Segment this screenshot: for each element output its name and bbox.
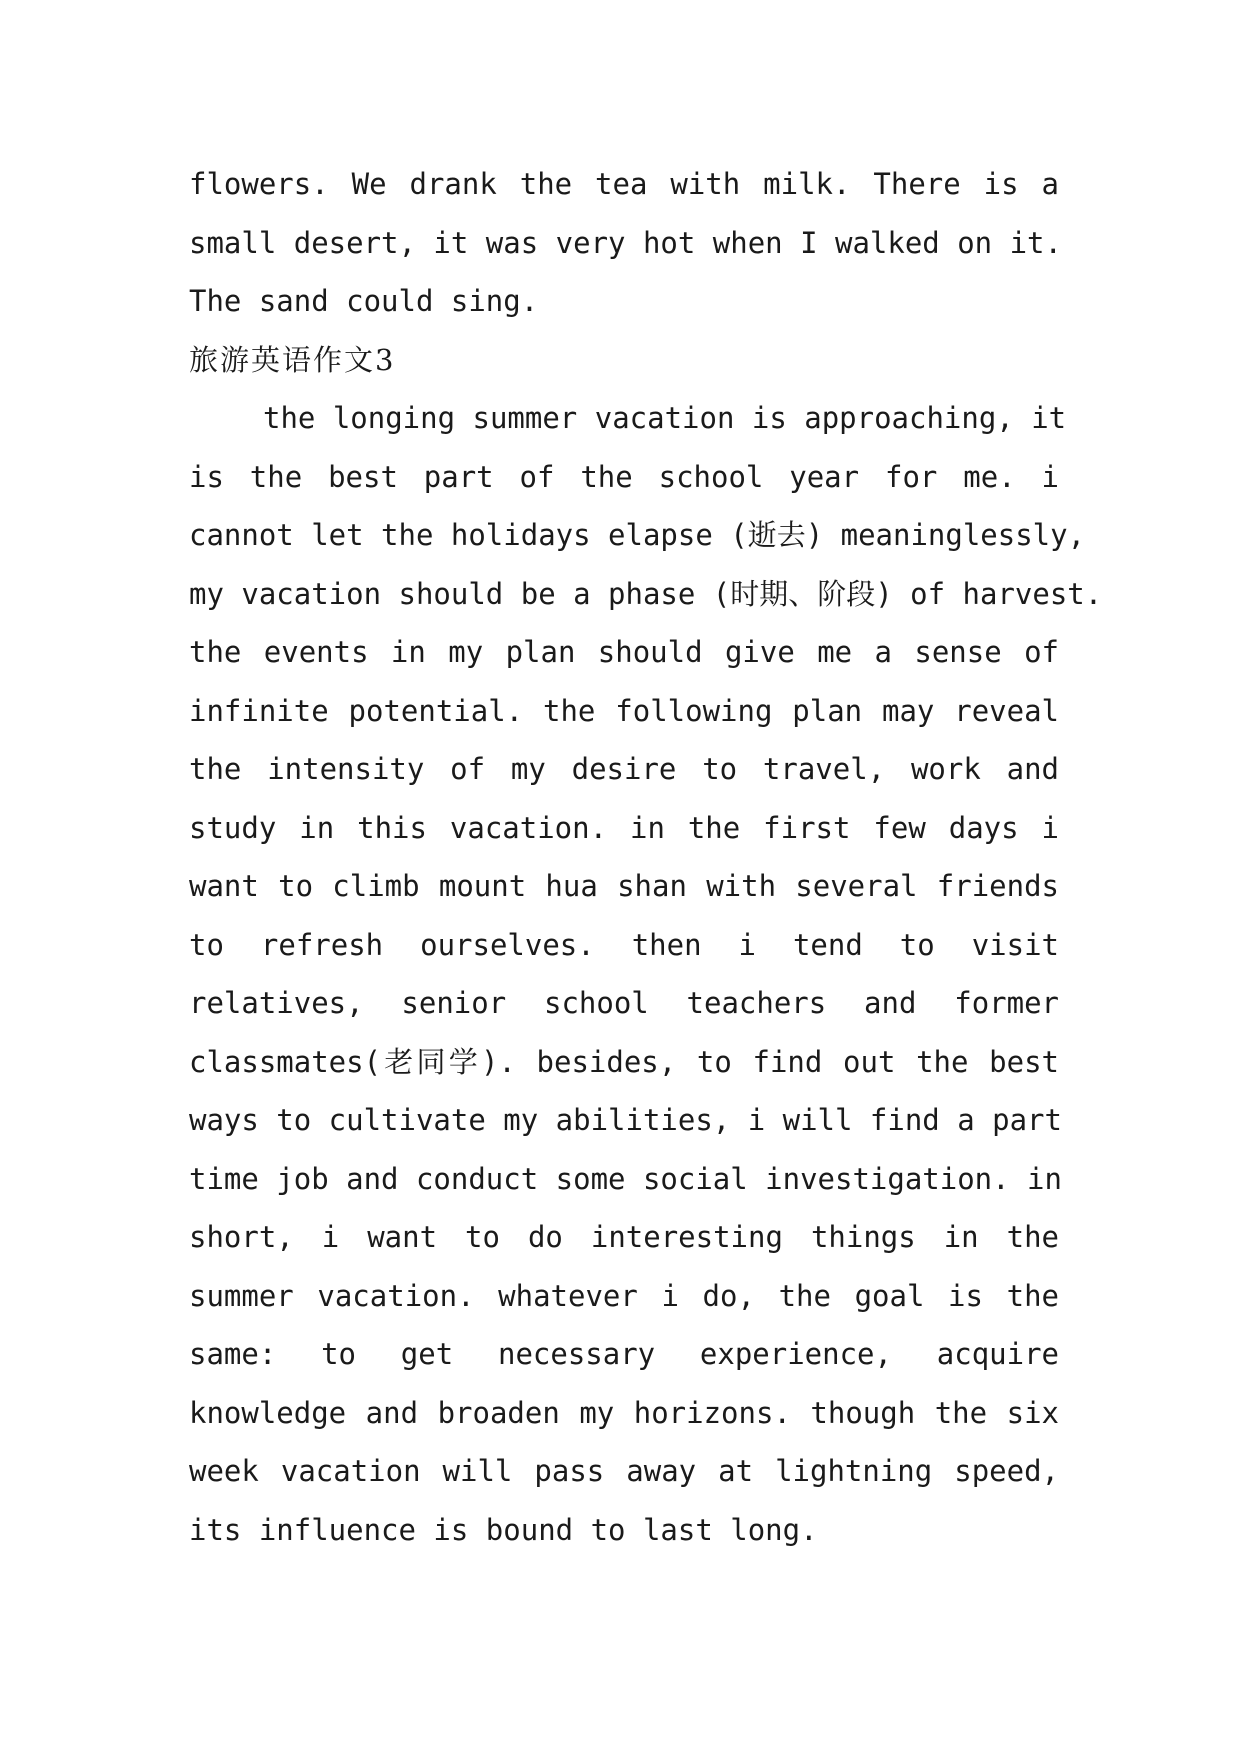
essay-line: its influence is bound to last long.	[189, 1512, 818, 1547]
essay-line: week vacation will pass away at lightning speed,	[189, 1454, 1059, 1488]
essay-line: the longing summer vacation is approaching, it	[263, 401, 1067, 435]
essay-line: infinite potential. the following plan may reveal	[189, 693, 1059, 728]
essay-line: classmates(老同学). besides, to find out the best	[189, 1044, 1059, 1079]
essay-line: want to climb mount hua shan with several friends	[189, 869, 1059, 903]
essay-line: relatives, senior school teachers and former	[189, 986, 1059, 1020]
intro-line: The sand could sing.	[189, 284, 539, 318]
intro-paragraph	[189, 155, 1062, 331]
essay-line: my vacation should be a phase (时期、阶段) of harvest.	[189, 576, 1103, 611]
essay-line: knowledge and broaden my horizons. though the six	[189, 1395, 1059, 1430]
essay-line: cannot let the holidays elapse (逝去) meaninglessly,	[189, 518, 1086, 552]
intro-line: small desert, it was very hot when I walked on it.	[189, 225, 1062, 260]
essay-line: ways to cultivate my abilities, i will find a part	[189, 1103, 1062, 1137]
essay-paragraph	[189, 389, 1103, 1559]
document-body	[189, 155, 1103, 1559]
essay-line: summer vacation. whatever i do, the goal is the	[189, 1278, 1059, 1313]
essay-line: study in this vacation. in the first few days i	[189, 810, 1059, 845]
essay-line: is the best part of the school year for me. i	[189, 459, 1059, 494]
essay-line: the intensity of my desire to travel, work and	[189, 752, 1059, 786]
essay-line: to refresh ourselves. then i tend to visit	[189, 927, 1059, 962]
section-heading: 旅游英语作文3	[189, 342, 396, 377]
essay-line: the events in my plan should give me a sense of	[189, 635, 1059, 669]
essay-line: same: to get necessary experience, acquire	[189, 1337, 1059, 1371]
essay-line: short, i want to do interesting things in the	[189, 1220, 1059, 1254]
essay-line: time job and conduct some social investigation. in	[189, 1161, 1062, 1196]
intro-line: flowers. We drank the tea with milk. There is a	[189, 167, 1059, 201]
